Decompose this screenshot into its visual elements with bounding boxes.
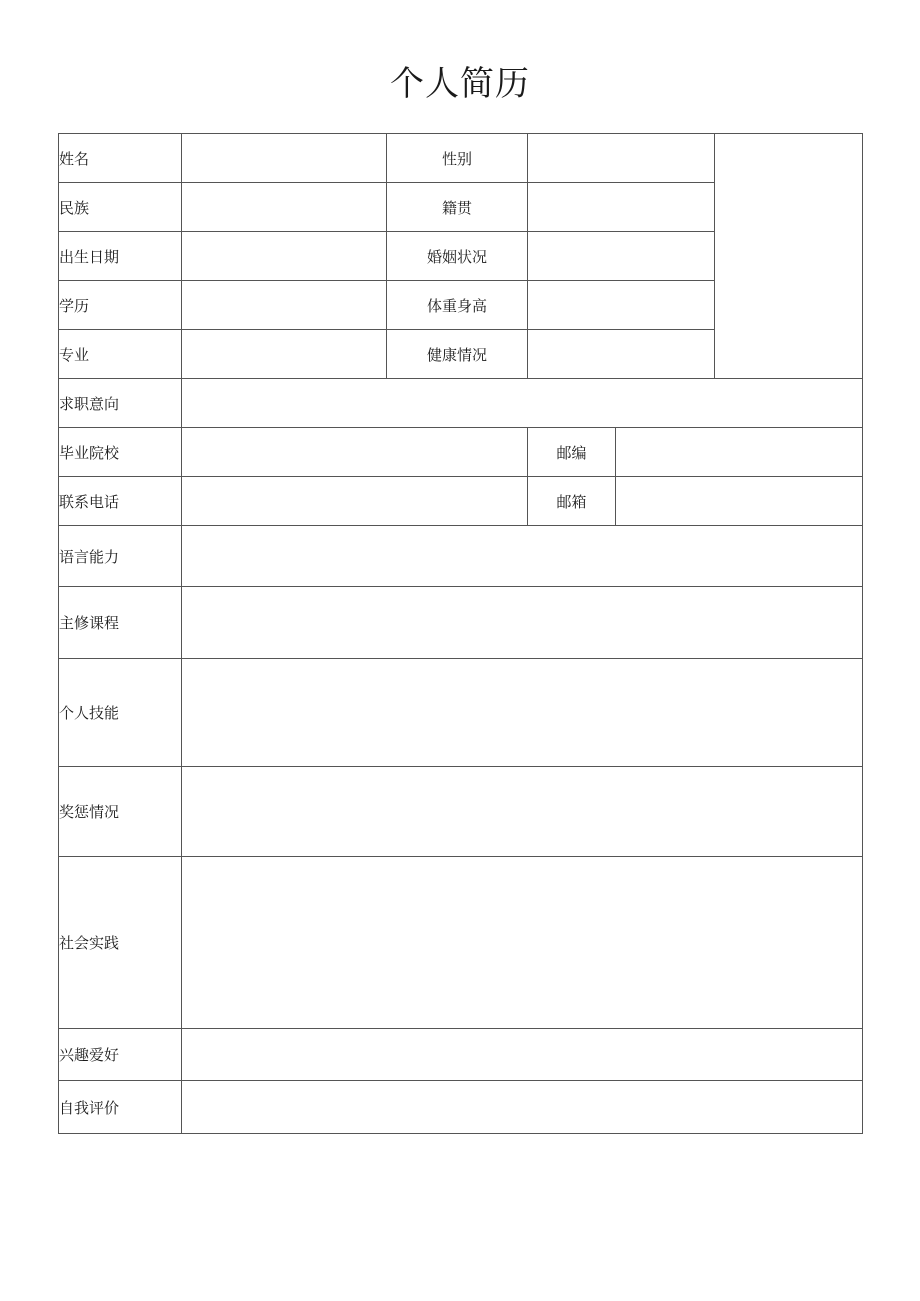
resume-table <box>58 133 863 1134</box>
self-evaluation-label: 自我评价 <box>59 1081 182 1134</box>
height-weight-field[interactable] <box>528 281 715 330</box>
postcode-label: 邮编 <box>528 428 616 477</box>
phone-label: 联系电话 <box>59 477 182 526</box>
major-field[interactable] <box>182 330 387 379</box>
gender-field[interactable] <box>528 134 715 183</box>
language-field[interactable] <box>182 526 863 587</box>
social-practice-field[interactable] <box>182 857 863 1029</box>
marital-status-field[interactable] <box>528 232 715 281</box>
social-practice-label: 社会实践 <box>59 857 182 1029</box>
education-field[interactable] <box>182 281 387 330</box>
job-intention-label: 求职意向 <box>59 379 182 428</box>
education-label: 学历 <box>59 281 182 330</box>
email-field[interactable] <box>616 477 863 526</box>
postcode-field[interactable] <box>616 428 863 477</box>
skills-label: 个人技能 <box>59 659 182 767</box>
page-title: 个人简历 <box>390 64 530 104</box>
marital-status-label: 婚姻状况 <box>387 232 528 281</box>
school-field[interactable] <box>182 428 528 477</box>
email-label: 邮箱 <box>528 477 616 526</box>
school-label: 毕业院校 <box>59 428 182 477</box>
name-field[interactable] <box>182 134 387 183</box>
courses-label: 主修课程 <box>59 587 182 659</box>
health-field[interactable] <box>528 330 715 379</box>
hobbies-field[interactable] <box>182 1029 863 1081</box>
major-label: 专业 <box>59 330 182 379</box>
ethnicity-field[interactable] <box>182 183 387 232</box>
native-place-label: 籍贯 <box>387 183 528 232</box>
self-evaluation-field[interactable] <box>182 1081 863 1134</box>
gender-label: 性别 <box>387 134 528 183</box>
phone-field[interactable] <box>182 477 528 526</box>
skills-field[interactable] <box>182 659 863 767</box>
native-place-field[interactable] <box>528 183 715 232</box>
ethnicity-label: 民族 <box>59 183 182 232</box>
job-intention-field[interactable] <box>182 379 863 428</box>
birth-date-field[interactable] <box>182 232 387 281</box>
awards-field[interactable] <box>182 767 863 857</box>
name-label: 姓名 <box>59 134 182 183</box>
birth-date-label: 出生日期 <box>59 232 182 281</box>
awards-label: 奖惩情况 <box>59 767 182 857</box>
courses-field[interactable] <box>182 587 863 659</box>
health-label: 健康情况 <box>387 330 528 379</box>
hobbies-label: 兴趣爱好 <box>59 1029 182 1081</box>
photo-box[interactable] <box>715 134 863 379</box>
height-weight-label: 体重身高 <box>387 281 528 330</box>
language-label: 语言能力 <box>59 526 182 587</box>
